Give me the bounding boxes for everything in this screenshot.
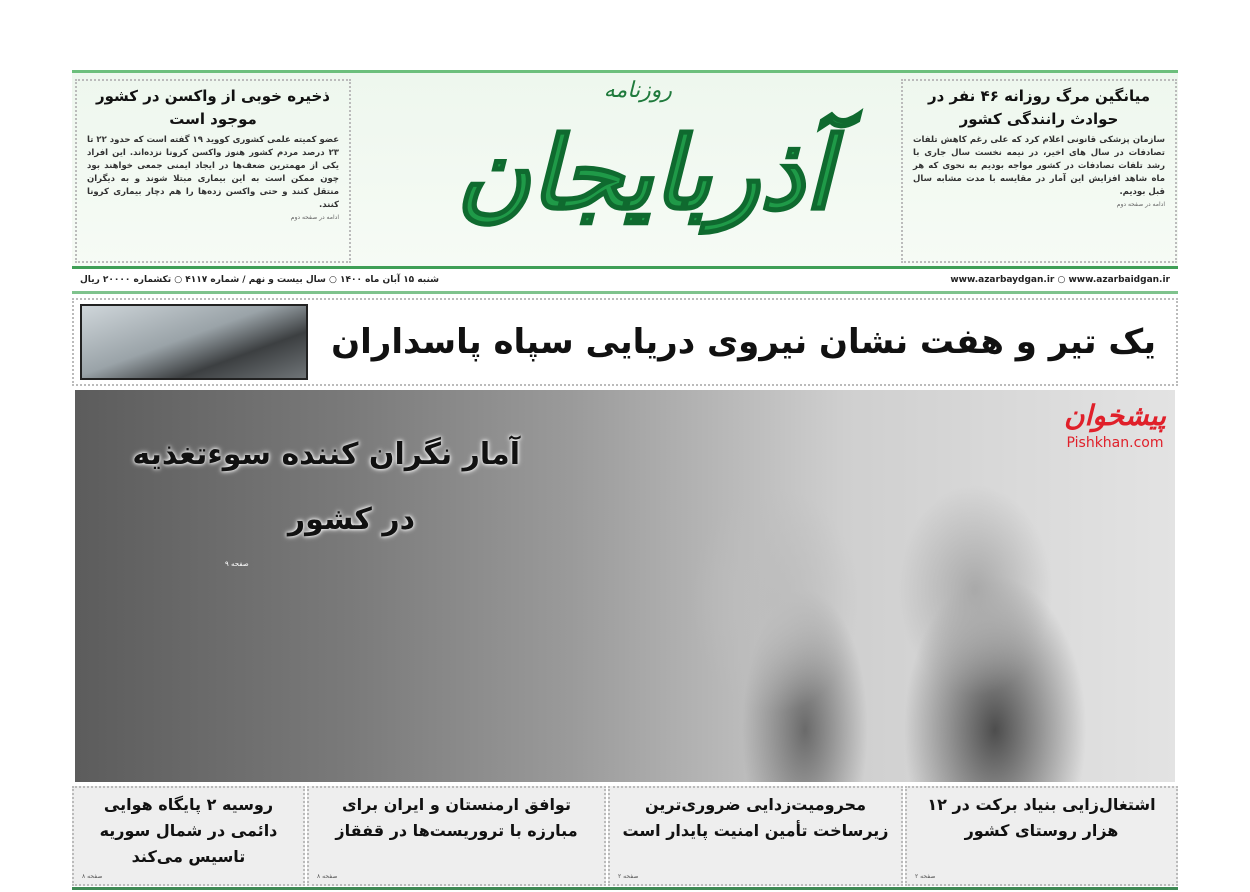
- bottom-story-headline: محرومیت‌زدایی ضروری‌ترین زیرساخت تأمین امنیت پایدار است: [622, 795, 889, 840]
- watermark-en: Pishkhan.com: [1066, 435, 1164, 451]
- photo-story-page: صفحه ۹: [225, 560, 249, 568]
- left-teaser-more: ادامه در صفحه دوم: [290, 214, 339, 221]
- right-teaser-more: ادامه در صفحه دوم: [1116, 201, 1165, 208]
- bottom-story-page: صفحه ۸: [317, 873, 338, 880]
- main-headline[interactable]: یک تیر و هفت نشان نیروی دریایی سپاه پاسداران: [331, 322, 1156, 362]
- left-teaser-headline: ذخیره خوبی از واکسن در کشور موجود است: [95, 87, 331, 128]
- bottom-story-headline: اشتغال‌زایی بنیاد برکت در ۱۲ هزار روستای کشور: [927, 795, 1156, 840]
- logo-title: آذربایجان: [456, 114, 832, 232]
- left-teaser-body: عضو کمیته علمی کشوری کووید ۱۹ گفته است که حدود ۲۲ تا ۲۳ درصد مردم کشور هنوز واکسن کرونا نزده‌اند. این افراد یکی از مهمترین ضعف‌ها در ایجاد ایمنی جمعی خواهند بود چون ممکن است به این بیماری مبتلا شوند و به دیگران منتقل کنند و حتی واکسن زده‌ها را هم دچار بیماری کرونا کنند.: [87, 135, 340, 210]
- bottom-story-page: صفحه ۸: [82, 873, 103, 880]
- photo-headline-line2[interactable]: در کشور: [287, 502, 415, 537]
- issue-info: شنبه ۱۵ آبان ماه ۱۴۰۰ ○ سال بیست و نهم / شماره ۴۱۱۷ ○ تکشماره ۲۰۰۰۰ ریال: [80, 275, 439, 285]
- lead-story-row: [72, 298, 1178, 386]
- right-teaser-body: سازمان پزشکی قانونی اعلام کرد که علی رغم کاهش تلفات تصادفات در سال های اخیر، در نیمه نخست سال جاری با رشد تلفات تصادفات در کشور مواجه بودیم به نحوی که هر ماه شاهد افزایش این آمار در مقایسه با مدت مشابه سال قبل بودیم.: [913, 135, 1165, 197]
- lead-photo[interactable]: [75, 390, 1175, 782]
- bottom-story[interactable]: [307, 786, 606, 886]
- watermark-fa: پیشخوان: [1063, 399, 1167, 432]
- logo-subtitle: روزنامه: [603, 78, 672, 103]
- right-teaser-headline: میانگین مرگ روزانه ۴۶ نفر در حوادث رانندگی کشور: [928, 87, 1150, 128]
- navy-thumbnail-image[interactable]: [80, 304, 308, 380]
- websites[interactable]: www.azarbaydgan.ir ○ www.azarbaidgan.ir: [950, 275, 1170, 285]
- pishkhan-watermark: [1060, 398, 1170, 452]
- left-teaser-box[interactable]: [75, 79, 351, 263]
- newspaper-logo: [402, 73, 862, 266]
- bottom-story-page: صفحه ۲: [915, 873, 936, 880]
- photo-headline-line1[interactable]: آمار نگران کننده سوءتغذیه: [132, 437, 520, 472]
- bottom-story[interactable]: [608, 786, 903, 886]
- bottom-divider: [72, 887, 1178, 890]
- bottom-story[interactable]: [72, 786, 305, 886]
- dateline: [72, 266, 1178, 294]
- bottom-story[interactable]: [905, 786, 1178, 886]
- bottom-story-headline: توافق ارمنستان و ایران برای مبارزه با تروریست‌ها در قفقاز: [335, 795, 578, 840]
- masthead-band: [72, 70, 1178, 266]
- bottom-story-headline: روسیه ۲ پایگاه هوایی دائمی در شمال سوریه تاسیس می‌کند: [99, 795, 278, 866]
- right-teaser-box[interactable]: [901, 79, 1177, 263]
- bottom-story-page: صفحه ۲: [618, 873, 639, 880]
